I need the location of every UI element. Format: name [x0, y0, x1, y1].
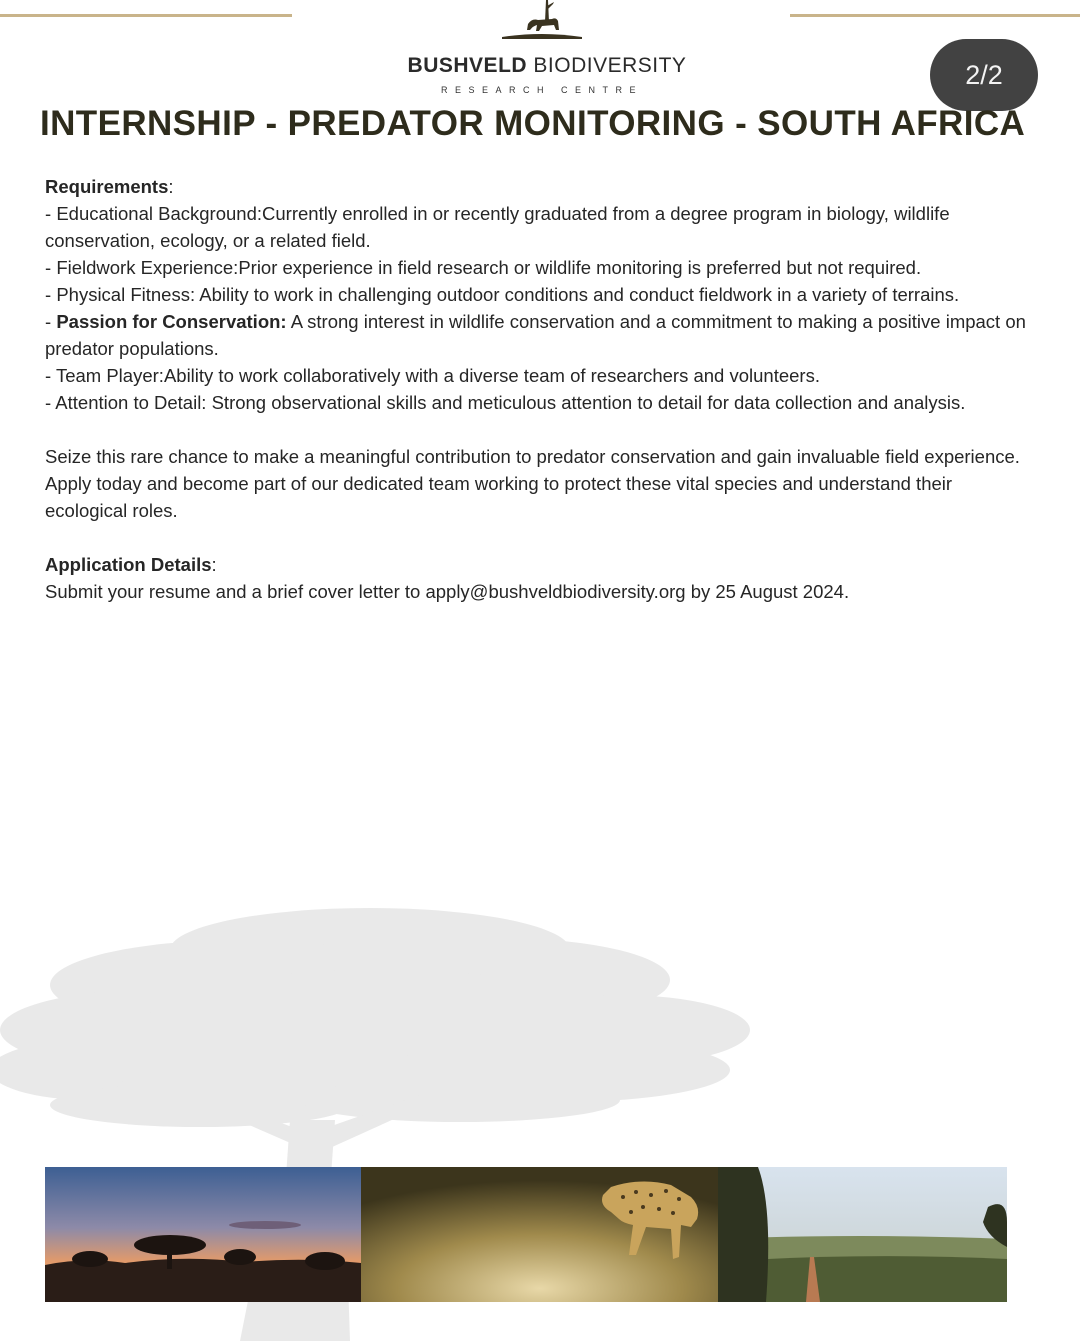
requirement-item: - Educational Background:Currently enrolled in or recently graduated from a degree program in biology, wildlife conservation, ecology, or a related field. [45, 203, 950, 251]
requirement-label: Fieldwork Experience: [56, 257, 239, 278]
brand-subtitle: RESEARCH CENTRE [440, 85, 643, 95]
requirement-item: - Team Player:Ability to work collaboratively with a diverse team of researchers and volunteers. [45, 365, 820, 386]
page-title: INTERNSHIP - PREDATOR MONITORING - SOUTH AFRICA [40, 104, 1026, 143]
application-heading-line: Application Details: [45, 554, 217, 575]
requirement-label: Passion for Conservation: [56, 311, 287, 332]
bushveld-landscape-photo [718, 1167, 1007, 1302]
header-rule-left [0, 14, 292, 17]
brand-name [0, 54, 1080, 78]
requirement-label: Educational Background: [56, 203, 263, 224]
requirements-heading: Requirements [45, 176, 169, 197]
requirement-text: A strong interest in wildlife conservation and a commitment to making a positive impact on predator populations. [45, 311, 1026, 359]
requirement-label: Team Player: [55, 365, 164, 386]
sunset-acacia-photo [45, 1167, 361, 1302]
requirement-text: Strong observational skills and meticulous attention to detail for data collection and analysis. [206, 392, 966, 413]
application-heading: Application Details [45, 554, 212, 575]
requirement-label: Physical Fitness: [56, 284, 196, 305]
tree-cheetah-logo-icon [496, 0, 588, 44]
document-body [45, 173, 1035, 605]
brand-bold: BUSHVELD [407, 54, 528, 77]
application-text: Submit your resume and a brief cover letter to apply@bushveldbiodiversity.org by 25 August 2024. [45, 581, 850, 602]
requirement-item: - Passion for Conservation: A strong interest in wildlife conservation and a commitment to making a positive impact on predator populations. [45, 311, 1026, 359]
closing-paragraph: Seize this rare chance to make a meaningful contribution to predator conservation and gain invaluable field experience. Apply today and become part of our dedicated team working to protect these vital species and understand their ecological roles. [45, 446, 1020, 521]
requirement-label: Attention to Detail: [55, 392, 207, 413]
requirement-item: - Fieldwork Experience:Prior experience in field research or wildlife monitoring is preferred but not required. [45, 257, 922, 278]
requirement-text: Currently enrolled in or recently graduated from a degree program in biology, wildlife conservation, ecology, or a related field. [45, 203, 950, 251]
page-counter-badge: 2/2 [930, 39, 1038, 111]
requirement-text: Ability to work collaboratively with a diverse team of researchers and volunteers. [163, 365, 820, 386]
requirement-text: Prior experience in field research or wildlife monitoring is preferred but not required. [238, 257, 922, 278]
requirement-item: - Attention to Detail: Strong observational skills and meticulous attention to detail for data collection and analysis. [45, 392, 966, 413]
photo-strip [45, 1167, 1007, 1302]
leopard-night-photo [361, 1167, 718, 1302]
brand-light: BIODIVERSITY [533, 54, 687, 77]
header-rule-right [790, 14, 1080, 17]
requirement-item: - Physical Fitness: Ability to work in challenging outdoor conditions and conduct fieldwork in a variety of terrains. [45, 284, 960, 305]
requirements-heading-line: Requirements: [45, 176, 174, 197]
requirement-text: Ability to work in challenging outdoor conditions and conduct fieldwork in a variety of terrains. [195, 284, 960, 305]
